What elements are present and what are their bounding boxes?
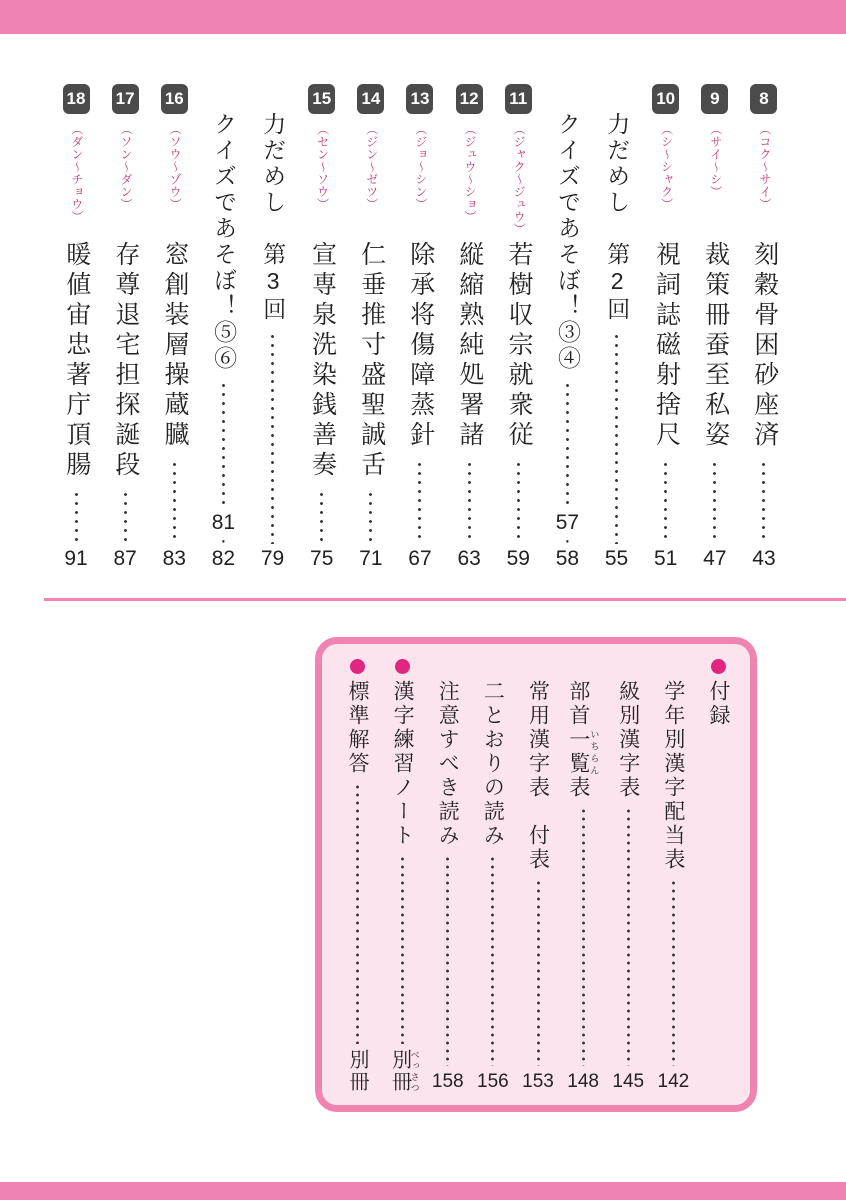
appendix-item-title: 二とおりの読み — [481, 680, 505, 848]
toc-entry-18 — [60, 84, 92, 570]
section-divider-line — [44, 598, 846, 601]
dot-leader — [369, 490, 372, 544]
page-number: 63 — [457, 547, 481, 571]
page-number: 87 — [113, 547, 137, 571]
entry-title: 力だめし 第2回 — [604, 112, 631, 323]
entry-title: 宣専泉洗染銭善奏 — [308, 241, 336, 481]
dot-leader — [762, 460, 765, 544]
appendix-page-number: 153 — [522, 1071, 554, 1092]
section-number-badge: 10 — [652, 84, 679, 114]
entry-title: 窓創装層操蔵臓 — [161, 241, 189, 451]
appendix-item-title: 注意すべき読み — [436, 680, 460, 848]
entry-title: クイズであそぼ！③④ — [555, 112, 582, 372]
appendix-page-number: 145 — [612, 1071, 645, 1092]
dot-leader — [468, 460, 471, 544]
appendix-header — [705, 659, 732, 1093]
toc-entry-15 — [306, 84, 338, 570]
reading-range: （シ〜シャク） — [659, 123, 674, 211]
toc-entry-12 — [453, 84, 485, 570]
entry-title: 力だめし 第3回 — [260, 112, 287, 323]
page-number: 79 — [260, 547, 285, 571]
appendix-page-number: 158 — [431, 1071, 464, 1092]
dot-leader — [615, 332, 618, 544]
appendix-item-nitoori — [477, 659, 509, 1093]
page-number: 75 — [310, 547, 334, 571]
appendix-item-title: 漢字練習ノート — [391, 680, 415, 848]
reading-range: （ジン〜ゼツ） — [364, 123, 379, 211]
appendix-box — [315, 637, 757, 1112]
page-number: 55 — [604, 547, 629, 571]
section-number-badge: 16 — [161, 84, 188, 114]
toc-entry-chikaradameshi-2 — [601, 84, 633, 570]
appendix-item-title: 常用漢字表 付表 — [526, 680, 550, 872]
entry-title: 除承将傷障蒸針 — [406, 241, 434, 451]
toc-entry-14 — [355, 84, 387, 570]
appendix-item-joyo — [522, 659, 554, 1093]
dot-leader — [271, 332, 274, 544]
entry-title: 視詞誌磁射捨尺 — [652, 241, 680, 451]
section-number-badge: 18 — [63, 84, 90, 114]
page-number: 81 · 82 — [211, 511, 236, 571]
entry-title: 刻穀骨困砂座済 — [750, 241, 778, 451]
reading-range: （ソン〜ダン） — [119, 123, 134, 211]
title-part: 部首 — [566, 680, 590, 728]
reading-range: （コク〜サイ） — [757, 123, 772, 211]
entry-title: 仁垂推寸盛聖誠舌 — [357, 241, 385, 481]
appendix-item-title: 標準解答 — [346, 680, 370, 776]
furigana: べっさつ — [409, 1049, 420, 1093]
dot-leader — [75, 490, 78, 544]
top-border-bar — [0, 0, 846, 34]
section-number-badge: 17 — [112, 84, 139, 114]
section-number-badge: 8 — [750, 84, 777, 114]
dot-leader — [517, 460, 520, 544]
appendix-page-number: 156 — [477, 1071, 509, 1092]
reading-range: （サイ〜シ） — [708, 123, 723, 198]
appendix-item-bushu — [566, 659, 600, 1093]
dot-leader — [320, 490, 323, 544]
page-number: 51 — [654, 547, 678, 571]
page-part: 別冊 — [388, 1049, 411, 1093]
bullet-icon — [395, 659, 410, 674]
appendix-page-number: 別冊 — [346, 1049, 368, 1093]
page-number: 43 — [752, 547, 776, 571]
reading-range: （ソウ〜ゾウ） — [168, 123, 183, 211]
appendix-header-label: 付録 — [707, 680, 731, 728]
appendix-item-kyubetsu — [612, 659, 645, 1093]
dot-leader — [672, 879, 675, 1066]
title-part: 表 — [566, 776, 590, 800]
appendix-item-title: 級別漢字表 — [616, 680, 640, 800]
appendix-page-number — [386, 1049, 420, 1093]
section-number-badge: 13 — [406, 84, 433, 114]
bullet-icon — [711, 659, 726, 674]
entry-title: 縦縮熟純処署諸 — [455, 241, 483, 451]
dot-leader — [566, 381, 569, 508]
page-number: 91 — [64, 547, 88, 571]
page-number: 57 · 58 — [555, 511, 580, 571]
title-part: 一覧 — [566, 728, 590, 776]
dot-leader — [418, 460, 421, 544]
table-of-contents — [60, 84, 780, 570]
dot-leader — [446, 855, 449, 1066]
appendix-page-number: 148 — [567, 1071, 599, 1092]
toc-entry-quiz-5-6 — [207, 84, 239, 570]
section-number-badge: 12 — [456, 84, 483, 114]
dot-leader — [124, 490, 127, 544]
page-number: 47 — [703, 547, 727, 571]
reading-range: （ジャク〜ジュウ） — [512, 123, 527, 236]
toc-entry-13 — [404, 84, 436, 570]
dot-leader — [537, 879, 540, 1066]
appendix-item-renshu-note — [388, 659, 420, 1093]
section-number-badge: 9 — [701, 84, 728, 114]
toc-entry-16 — [158, 84, 190, 570]
toc-entry-9 — [699, 84, 731, 570]
reading-range: （セン〜ソウ） — [315, 123, 330, 211]
bullet-icon — [350, 659, 365, 674]
appendix-item-chuui — [431, 659, 464, 1093]
dot-leader — [627, 807, 630, 1066]
reading-range: （ジュウ〜ショ） — [463, 123, 478, 223]
entry-title: 若樹収宗就衆従 — [505, 241, 533, 451]
toc-entry-10 — [650, 84, 682, 570]
entry-title: 存尊退宅担探誕段 — [111, 241, 139, 481]
page-number: 71 — [359, 547, 383, 571]
appendix-item-title: 学年別漢字配当表 — [661, 680, 685, 872]
page-number: 59 — [506, 547, 530, 571]
page-number: 67 — [408, 547, 432, 571]
toc-entry-quiz-3-4 — [551, 84, 583, 570]
toc-entry-17 — [109, 84, 141, 570]
page-number: 83 — [162, 547, 186, 571]
appendix-item-title — [567, 680, 600, 800]
appendix-item-hyojun-kaito — [344, 659, 371, 1093]
toc-entry-chikaradameshi-3 — [257, 84, 289, 570]
dot-leader — [173, 460, 176, 544]
reading-range: （ダン〜チョウ） — [69, 123, 84, 223]
dot-leader — [713, 460, 716, 544]
entry-title: 裁策冊蚕至私姿 — [701, 241, 729, 451]
bottom-border-bar — [0, 1182, 846, 1200]
section-number-badge: 15 — [308, 84, 335, 114]
appendix-item-gakunen — [657, 659, 690, 1093]
section-number-badge: 11 — [505, 84, 532, 114]
furigana: いちらん — [589, 728, 600, 776]
dot-leader — [356, 783, 359, 1044]
dot-leader — [491, 855, 494, 1066]
dot-leader — [582, 807, 585, 1066]
entry-title: 暖値宙忠著庁頂腸 — [62, 241, 90, 481]
toc-entry-11 — [502, 84, 534, 570]
dot-leader — [664, 460, 667, 544]
reading-range: （ジョ〜シン） — [413, 123, 428, 211]
toc-entry-8 — [748, 84, 780, 570]
dot-leader — [401, 855, 404, 1044]
appendix-page-number: 142 — [657, 1071, 690, 1092]
entry-title: クイズであそぼ！⑤⑥ — [211, 112, 238, 372]
section-number-badge: 14 — [357, 84, 384, 114]
dot-leader — [222, 381, 225, 508]
